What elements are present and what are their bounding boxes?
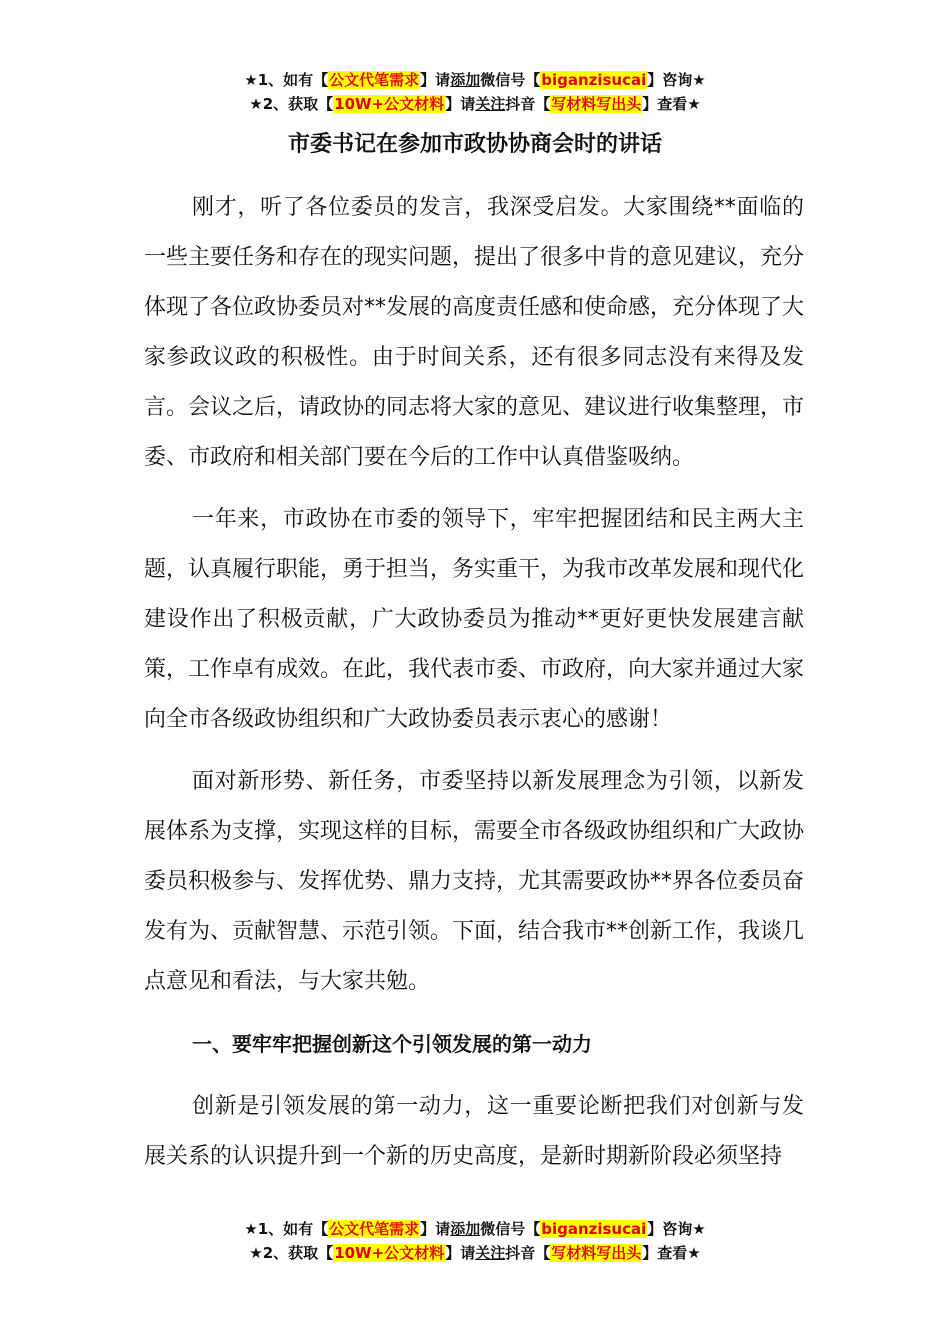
highlight-douyin: 写材料写出头 bbox=[551, 95, 642, 113]
footer-banner bbox=[0, 1217, 950, 1265]
body-paragraph-1: 刚才，听了各位委员的发言，我深受启发。大家围绕**面临的一些主要任务和存在的现实问题，提出了很多中肯的意见建议，充分体现了各位政协委员对**发展的高度责任感和使命感，充分体现了大家参政议政的积极性。由于时间关系，还有很多同志没有来得及发言。会议之后，请政协的同志将大家的意见、建议进行收集整理，市委、市政府和相关部门要在今后的工作中认真借鉴吸纳。 bbox=[144, 195, 805, 470]
banner-text: 】咨询★ bbox=[647, 71, 706, 89]
banner-text: 微信号【 bbox=[480, 71, 541, 89]
underlined-add: 添加 bbox=[450, 71, 481, 89]
banner-line-1 bbox=[0, 68, 950, 92]
underlined-follow: 关注 bbox=[475, 1244, 506, 1262]
document-title: 市委书记在参加市政协协商会时的讲话 bbox=[287, 132, 662, 157]
underlined-add: 添加 bbox=[450, 1220, 481, 1238]
banner-text: ★2、获取【 bbox=[249, 1244, 334, 1262]
section-heading-1: 一、要牢牢把握创新这个引领发展的第一动力 bbox=[192, 1032, 592, 1056]
highlight-wechat-id: biganzisucai bbox=[541, 71, 647, 89]
banner-text: 抖音【 bbox=[505, 95, 551, 113]
banner-text: 】查看★ bbox=[642, 1244, 701, 1262]
banner-text: ★2、获取【 bbox=[249, 95, 334, 113]
banner-line-1 bbox=[0, 1217, 950, 1241]
banner-line-2 bbox=[0, 1241, 950, 1265]
banner-text: 】查看★ bbox=[642, 95, 701, 113]
body-paragraph-3: 面对新形势、新任务，市委坚持以新发展理念为引领，以新发展体系为支撑，实现这样的目标，需要全市各级政协组织和广大政协委员积极参与、发挥优势、鼎力支持，尤其需要政协**界各位委员奋发有为、贡献智慧、示范引领。下面，结合我市**创新工作，我谈几点意见和看法，与大家共勉。 bbox=[144, 769, 805, 994]
highlight-wechat-id: biganzisucai bbox=[541, 1220, 647, 1238]
banner-text: ★1、如有【 bbox=[244, 1220, 329, 1238]
highlight-materials: 10W+公文材料 bbox=[334, 95, 445, 113]
banner-text: 微信号【 bbox=[480, 1220, 541, 1238]
header-banner bbox=[0, 68, 950, 116]
banner-text: 】请 bbox=[445, 95, 476, 113]
underlined-follow: 关注 bbox=[475, 95, 506, 113]
highlight-materials: 10W+公文材料 bbox=[334, 1244, 445, 1262]
banner-line-2 bbox=[0, 92, 950, 116]
body-paragraph-4: 创新是引领发展的第一动力，这一重要论断把我们对创新与发展关系的认识提升到一个新的历史高度，是新时期新阶段必须坚持 bbox=[144, 1094, 804, 1169]
banner-text: 】请 bbox=[420, 71, 451, 89]
highlight-service: 公文代笔需求 bbox=[329, 71, 420, 89]
highlight-service: 公文代笔需求 bbox=[329, 1220, 420, 1238]
banner-text: 抖音【 bbox=[505, 1244, 551, 1262]
banner-text: 】请 bbox=[445, 1244, 476, 1262]
banner-text: 】请 bbox=[420, 1220, 451, 1238]
banner-text: 】咨询★ bbox=[647, 1220, 706, 1238]
banner-text: ★1、如有【 bbox=[244, 71, 329, 89]
body-paragraph-2: 一年来，市政协在市委的领导下，牢牢把握团结和民主两大主题，认真履行职能，勇于担当，务实重干，为我市改革发展和现代化建设作出了积极贡献，广大政协委员为推动**更好更快发展建言献策，工作卓有成效。在此，我代表市委、市政府，向大家并通过大家向全市各级政协组织和广大政协委员表示衷心的感谢！ bbox=[144, 507, 805, 732]
highlight-douyin: 写材料写出头 bbox=[551, 1244, 642, 1262]
